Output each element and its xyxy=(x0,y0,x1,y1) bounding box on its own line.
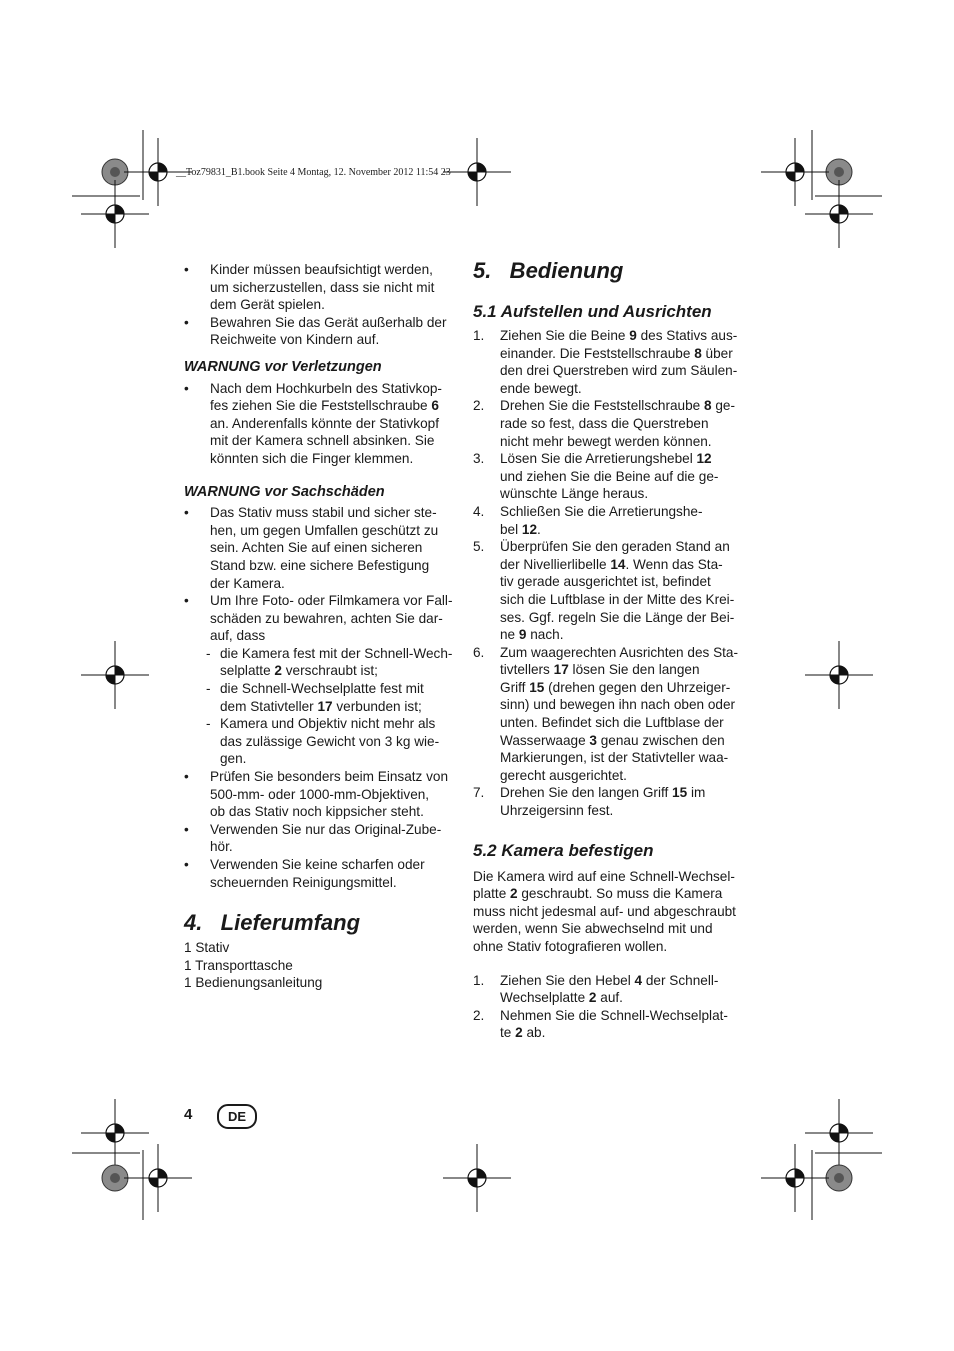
registration-star-icon xyxy=(826,1165,852,1191)
page-number: 4 xyxy=(184,1106,193,1123)
list-item: • Prüfen Sie besonders beim Einsatz von 500-mm- oder 1000-mm-Objektiven, ob das Stativ noch kippsicher steht. xyxy=(184,768,456,821)
registration-cross-icon xyxy=(805,641,873,709)
list-item: 7. Drehen Sie den langen Griff 15 im Uhrzeigersinn fest. xyxy=(473,785,706,819)
list-item: • Kinder müssen beaufsichtigt werden, um sicherzustellen, dass sie nicht mit dem Gerät spielen. xyxy=(184,261,456,314)
list-item: • Das Stativ muss stabil und sicher ste- hen, um gegen Umfallen geschützt zu sein. Achten Sie auf einen sicheren Stand bzw. eine sichere Befestigung der Kamera. xyxy=(184,504,456,592)
print-header: __Toz79831_B1.book Seite 4 Montag, 12. November 2012 11:54 23 xyxy=(176,167,451,178)
list-item: 6. Zum waagerechten Ausrichten des Sta- tivtellers 17 lösen Sie den langen Griff 15 (drehen gegen den Uhrzeiger- sinn) und bewegen ihn nach oben oder unten. Befindet sich die Luftblase der Wasserwaage 3 genau zwischen den Markierungen, ist der Stativteller waa- gerecht ausgerichtet. xyxy=(473,644,739,783)
list-item: • Bewahren Sie das Gerät außerhalb der Reichweite von Kindern auf. xyxy=(184,314,456,349)
registration-cross-icon xyxy=(805,1099,873,1167)
language-badge: DE xyxy=(217,1104,257,1129)
paragraph: Die Kamera wird auf eine Schnell-Wechsel- platte 2 geschraubt. So muss die Kamera muss nicht jedesmal auf- und abgeschraubt werden, wenn Sie abwechselnd mit und ohne Stativ fotografieren wollen. xyxy=(473,868,736,954)
list-item: 1. Ziehen Sie die Beine 9 des Stativs aus- einander. Die Feststellschraube 8 über den drei Querstreben wird zum Säulen- ende bewegt. xyxy=(473,328,738,396)
right-column xyxy=(473,258,749,1042)
list-item: 2. Nehmen Sie die Schnell-Wechselplat- te 2 ab. xyxy=(473,1007,728,1041)
sub-list-item: - Kamera und Objektiv nicht mehr als das zulässige Gewicht von 3 kg wie- gen. xyxy=(206,716,440,767)
list-item: 2. Drehen Sie die Feststellschraube 8 ge- rade so fest, dass die Querstreben nicht mehr bewegt werden können. xyxy=(473,398,736,449)
sub-list-item: - die Kamera fest mit der Schnell-Wech- selplatte 2 verschraubt ist; xyxy=(206,645,453,679)
list-item: 3. Lösen Sie die Arretierungshebel 12 und ziehen Sie die Beine auf die ge- wünschte Länge heraus. xyxy=(473,451,719,502)
registration-cross-icon xyxy=(81,180,149,248)
scope-list: 1 Stativ 1 Transporttasche 1 Bedienungsanleitung xyxy=(184,940,323,991)
registration-cross-icon xyxy=(81,641,149,709)
left-column xyxy=(184,261,456,992)
registration-cross-icon xyxy=(443,138,511,206)
subsection-heading-kamera: 5.2 Kamera befestigen xyxy=(473,840,654,860)
registration-cross-icon xyxy=(81,1099,149,1167)
list-item: • Verwenden Sie keine scharfen oder scheuernden Reinigungsmittel. xyxy=(184,856,456,891)
sub-list-item: - die Schnell-Wechselplatte fest mit dem Stativteller 17 verbunden ist; xyxy=(206,681,424,714)
list-item: 5. Überprüfen Sie den geraden Stand an der Nivellierlibelle 14. Wenn das Sta- tiv gerade ausgerichtet ist, befindet sich die Luftblase in der Mitte des Krei- ses. Ggf. regeln Sie die Länge der Bei- ne 9 nach. xyxy=(473,539,735,643)
list-item: 4. Schließen Sie die Arretierungshe- bel 12. xyxy=(473,503,703,537)
warning-heading: WARNUNG vor Verletzungen xyxy=(184,358,382,375)
list-item: • Nach dem Hochkurbeln des Stativkop- fes ziehen Sie die Feststellschraube 6 an. Anderenfalls könnte der Stativkopf mit der Kamera schnell absinken. Sie könnten sich die Finger klemmen. xyxy=(184,380,456,468)
list-item: 1. Ziehen Sie den Hebel 4 der Schnell- Wechselplatte 2 auf. xyxy=(473,972,719,1006)
registration-cross-icon xyxy=(443,1144,511,1212)
list-item: • Verwenden Sie nur das Original-Zube- hör. xyxy=(184,821,456,856)
registration-cross-icon xyxy=(761,1144,829,1212)
section-heading-lieferumfang: 4. Lieferumfang xyxy=(184,910,361,936)
warning-heading: WARNUNG vor Sachschäden xyxy=(184,483,385,500)
section-heading-bedienung: 5. Bedienung xyxy=(473,258,624,283)
registration-cross-icon xyxy=(124,1144,192,1212)
list-item: • Um Ihre Foto- oder Filmkamera vor Fall- schäden zu bewahren, achten Sie dar- auf, dass xyxy=(184,592,456,645)
registration-cross-icon xyxy=(805,180,873,248)
subsection-heading-aufstellen: 5.1 Aufstellen und Ausrichten xyxy=(473,302,712,321)
